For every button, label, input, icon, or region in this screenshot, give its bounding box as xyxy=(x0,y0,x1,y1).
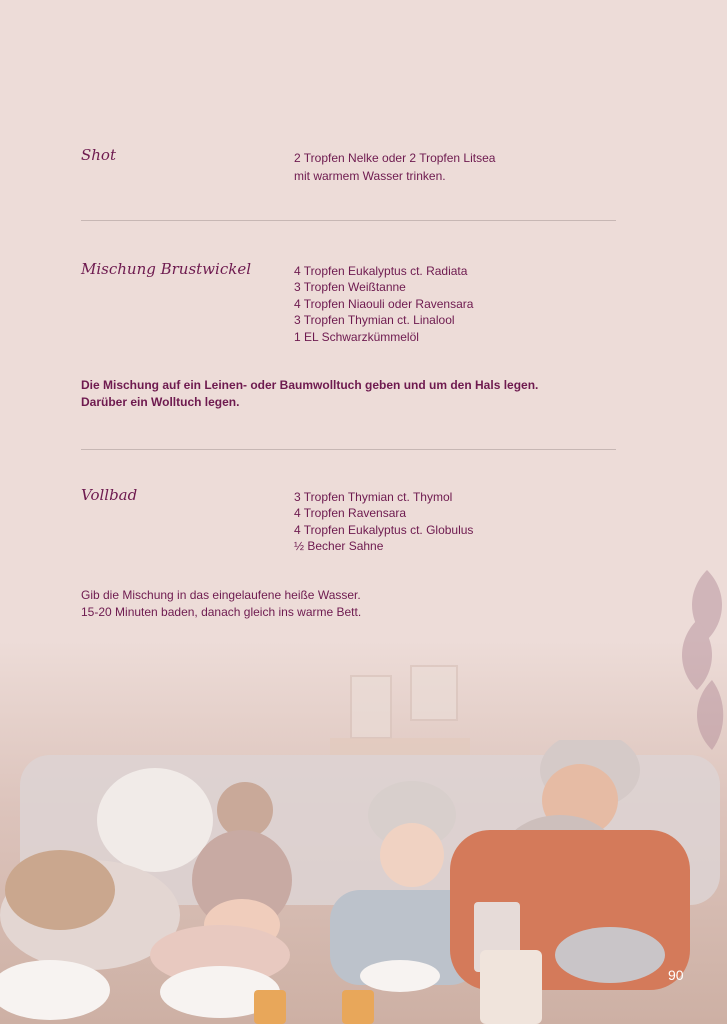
ingredient-line: 4 Tropfen Eukalyptus ct. Globulus xyxy=(294,522,474,537)
ingredient-line: 1 EL Schwarzkümmelöl xyxy=(294,329,419,344)
instruction-line: Gib die Mischung in das eingelaufene heiße Wasser. xyxy=(81,588,361,602)
picture-frame xyxy=(350,675,392,739)
floral-decoration xyxy=(667,560,727,760)
ingredient-line: 4 Tropfen Ravensara xyxy=(294,506,407,521)
instruction-line: Darüber ein Wolltuch legen. xyxy=(81,395,240,409)
ingredient-line: mit warmem Wasser trinken. xyxy=(294,169,446,184)
ingredient-list-shot xyxy=(294,150,495,185)
instructions-vollbad xyxy=(81,587,361,621)
candle xyxy=(254,990,286,1024)
ingredient-line: 3 Tropfen Weißtanne xyxy=(294,280,406,295)
tissue xyxy=(360,960,440,992)
family-illustration xyxy=(0,740,727,1024)
section-title-shot: Shot xyxy=(81,146,116,164)
cup xyxy=(480,950,542,1024)
ingredient-line: 4 Tropfen Eukalyptus ct. Radiata xyxy=(294,264,468,278)
pompom xyxy=(217,782,273,838)
ingredient-list-vollbad xyxy=(294,489,473,555)
ingredient-line: 4 Tropfen Niaouli oder Ravensara xyxy=(294,296,474,311)
picture-frame xyxy=(410,665,458,721)
section-title-vollbad: Vollbad xyxy=(81,486,138,504)
candle xyxy=(342,990,374,1024)
ingredient-line: 3 Tropfen Thymian ct. Linalool xyxy=(294,313,455,328)
instructions-brustwickel xyxy=(81,377,538,411)
section-title-brustwickel: Mischung Brustwickel xyxy=(81,260,251,278)
instruction-line: Die Mischung auf ein Leinen- oder Baumwolltuch geben und um den Hals legen. xyxy=(81,378,539,392)
instruction-line: 15-20 Minuten baden, danach gleich ins warme Bett. xyxy=(81,605,362,619)
ingredient-list-brustwickel xyxy=(294,263,473,345)
ingredient-line: 2 Tropfen Nelke oder 2 Tropfen Litsea xyxy=(294,151,496,165)
ingredient-line: ½ Becher Sahne xyxy=(294,539,384,554)
divider xyxy=(81,220,616,221)
page-number: 90 xyxy=(668,967,684,983)
ingredient-line: 3 Tropfen Thymian ct. Thymol xyxy=(294,490,453,504)
knit-hat xyxy=(97,768,213,872)
divider xyxy=(81,449,616,450)
